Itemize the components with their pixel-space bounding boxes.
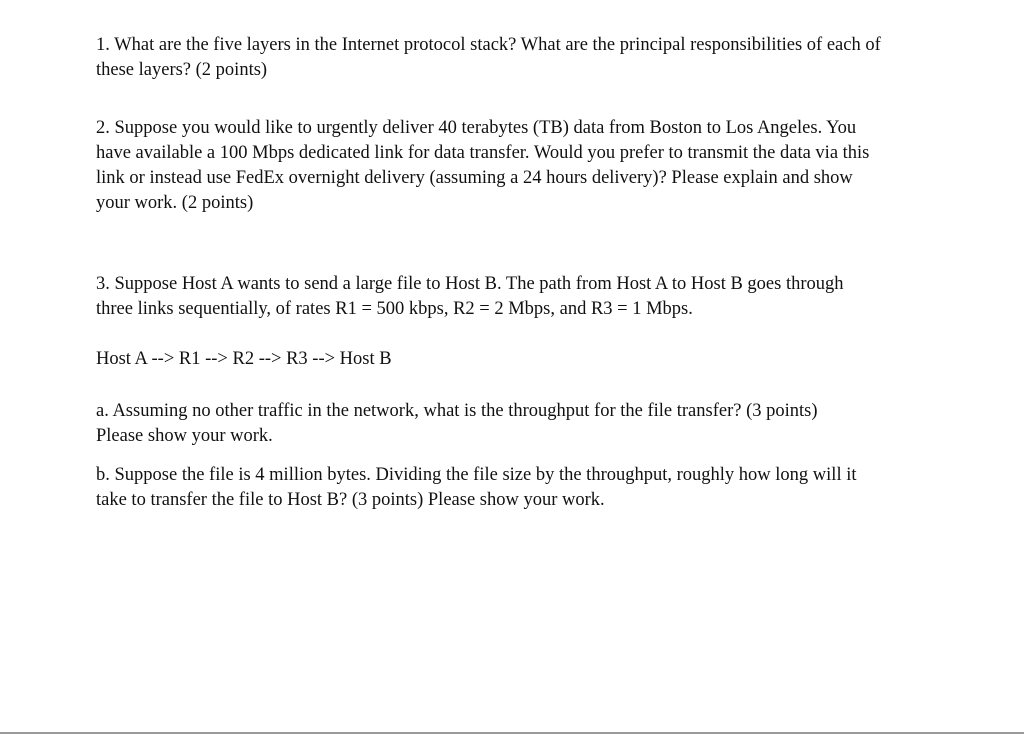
question-2-line: your work. (2 points) [96, 193, 254, 213]
question-3a [96, 399, 976, 449]
question-2-line: have available a 100 Mbps dedicated link for data transfer. Would you prefer to transmit the data via this [96, 143, 870, 163]
question-3b-line: take to transfer the file to Host B? (3 points) Please show your work. [96, 490, 605, 510]
network-path [96, 347, 976, 372]
question-1 [96, 33, 976, 83]
question-3b [96, 463, 976, 513]
question-3 [96, 272, 976, 322]
question-3a-line: a. Assuming no other traffic in the network, what is the throughput for the file transfer? (3 points) [96, 401, 818, 421]
question-2-line: 2. Suppose you would like to urgently deliver 40 terabytes (TB) data from Boston to Los Angeles. You [96, 118, 857, 138]
question-1-line: these layers? (2 points) [96, 60, 268, 80]
question-3-line: three links sequentially, of rates R1 = 500 kbps, R2 = 2 Mbps, and R3 = 1 Mbps. [96, 299, 693, 319]
network-path-text: Host A --> R1 --> R2 --> R3 --> Host B [96, 349, 392, 369]
question-2-line: link or instead use FedEx overnight delivery (assuming a 24 hours delivery)? Please explain and show [96, 168, 853, 188]
question-3b-line: b. Suppose the file is 4 million bytes. Dividing the file size by the throughput, roughly how long will it [96, 465, 857, 485]
question-3-line: 3. Suppose Host A wants to send a large file to Host B. The path from Host A to Host B goes through [96, 274, 844, 294]
question-3a-line: Please show your work. [96, 426, 273, 446]
question-2 [96, 116, 976, 216]
question-1-line: 1. What are the five layers in the Internet protocol stack? What are the principal responsibilities of each of [96, 35, 881, 55]
